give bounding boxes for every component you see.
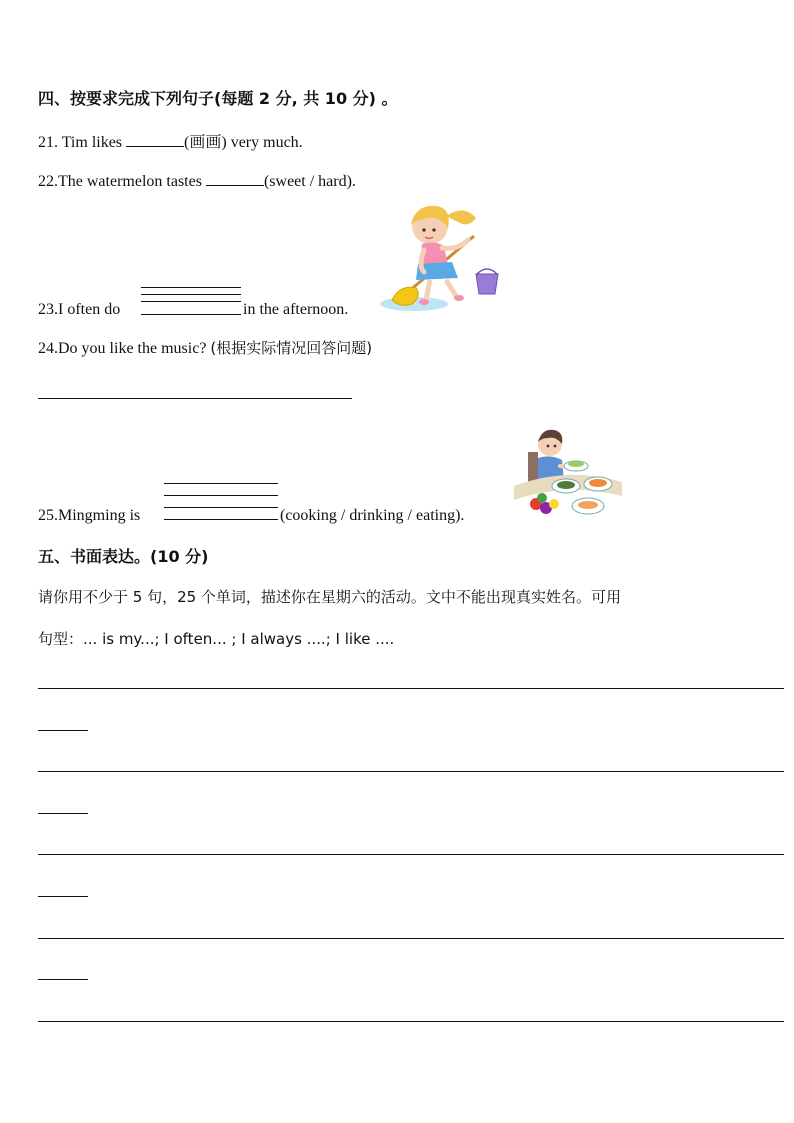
q25-text-after: (cooking / drinking / eating). bbox=[280, 507, 465, 524]
q25-line-1 bbox=[164, 483, 278, 484]
boy-eating-illustration bbox=[514, 426, 622, 520]
q24-number: 24. bbox=[38, 340, 58, 357]
question-21 bbox=[38, 129, 303, 152]
writing-line-5 bbox=[38, 1021, 784, 1022]
q22-text-after: (sweet / hard). bbox=[263, 173, 356, 190]
question-25 bbox=[38, 507, 140, 525]
q24-answer-line[interactable] bbox=[38, 398, 352, 399]
writing-instruction-line-1: 请你用不少于 5 句，25 个单词，描述你在星期六的活动。文中不能出现真实姓名。可用 bbox=[38, 588, 621, 606]
q25-line-3 bbox=[164, 507, 278, 508]
q22-text-before: The watermelon tastes bbox=[58, 173, 206, 190]
writing-line-3-short bbox=[38, 896, 88, 897]
q22-answer-blank[interactable] bbox=[206, 171, 264, 186]
writing-line-1-short bbox=[38, 730, 88, 731]
q22-number: 22. bbox=[38, 173, 58, 190]
q24-instruction: (根据实际情况回答问题) bbox=[210, 339, 373, 357]
q25-text-before: Mingming is bbox=[58, 507, 141, 524]
writing-line-2-short bbox=[38, 813, 88, 814]
writing-line-2 bbox=[38, 771, 784, 772]
q24-text: Do you like the music? bbox=[58, 340, 211, 357]
question-24 bbox=[38, 337, 372, 358]
q23-line-1 bbox=[141, 287, 241, 288]
q23-text-before: I often do bbox=[58, 301, 121, 318]
writing-instruction-line-2: 句型：... is my...; I often... ; I always ....; I like .... bbox=[38, 630, 395, 648]
q21-text-before: Tim likes bbox=[58, 134, 127, 151]
question-22 bbox=[38, 171, 356, 191]
q23-line-2 bbox=[141, 294, 241, 295]
q21-number: 21. bbox=[38, 134, 58, 151]
q25-line-4 bbox=[164, 519, 278, 520]
question-23 bbox=[38, 301, 120, 319]
q23-line-3 bbox=[141, 301, 241, 302]
writing-line-3 bbox=[38, 854, 784, 855]
q25-number: 25. bbox=[38, 507, 58, 524]
writing-line-1 bbox=[38, 688, 784, 689]
q23-line-4 bbox=[141, 314, 241, 315]
writing-line-4-short bbox=[38, 979, 88, 980]
q21-answer-blank[interactable] bbox=[126, 132, 184, 147]
section-4-title: 四、按要求完成下列句子(每题 2 分, 共 10 分) 。 bbox=[38, 89, 398, 108]
q25-line-2 bbox=[164, 495, 278, 496]
section-5-title: 五、书面表达。(10 分) bbox=[38, 547, 209, 566]
q23-text-after: in the afternoon. bbox=[243, 301, 349, 318]
girl-mopping-illustration bbox=[378, 200, 504, 318]
q21-text-after: (画画) very much. bbox=[184, 134, 303, 151]
q23-number: 23. bbox=[38, 301, 58, 318]
writing-line-4 bbox=[38, 938, 784, 939]
